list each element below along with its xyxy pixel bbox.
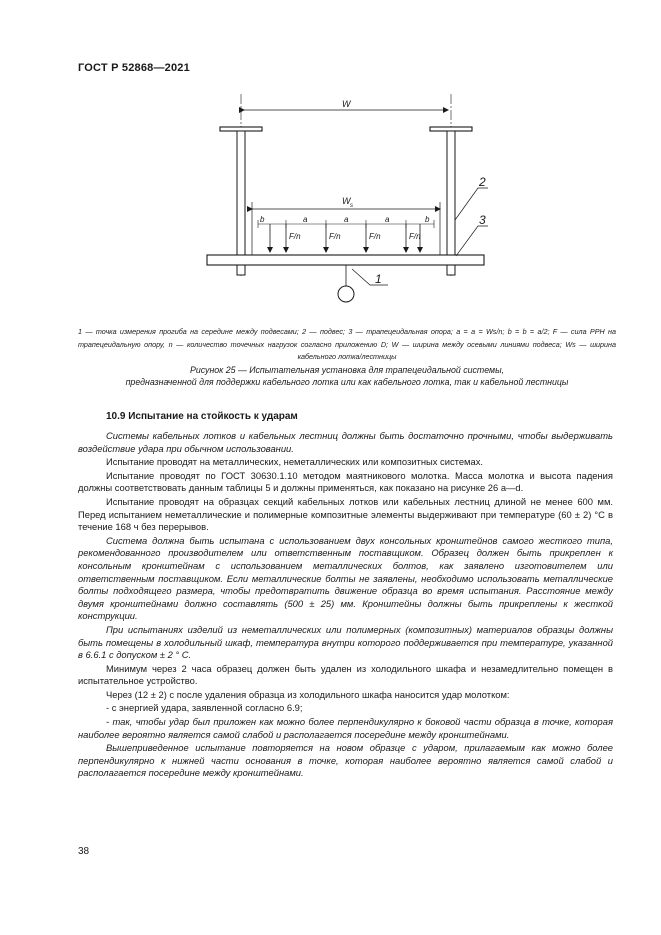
b-label-right: b — [425, 215, 430, 224]
caption-line-1: Рисунок 25 — Испытательная установка для трапецеидальной системы, — [189, 365, 504, 375]
a-label-2: a — [344, 215, 349, 224]
test-setup-drawing — [0, 80, 661, 320]
paragraph-10: - так, чтобы удар был приложен как можно более перпендикулярно к боковой части образца в точке, которая наиболее вероятно является самой слабой и располагается посередине между кронштейнами. — [78, 716, 613, 740]
document-header: ГОСТ Р 52868—2021 — [78, 62, 190, 74]
a-label-3: a — [385, 215, 390, 224]
figure-25-diagram — [0, 80, 661, 320]
load-label-2: F/n — [329, 232, 341, 241]
callout-2: 2 — [479, 175, 486, 189]
load-label-1: F/n — [289, 232, 301, 241]
paragraph-4: Испытание проводят на образцах секций кабельных лотков или кабельных лестниц длиной не менее 600 мм. Перед испытанием неметаллические и полимерные композитные элементы выдерживают при температуре (60 ± 2) °С в течение 168 ч без перерывов. — [78, 495, 613, 533]
figure-legend: 1 — точка измерения прогиба на середине между подвесами; 2 — подвес; 3 — трапецеидальная опора; a = a = Ws/n; b = b = a/2; F — сила РРН на трапецеидальную опору, n — количество точечных нагрузок согласно приложению D; W — ширина между осевыми линиями подвеса; Ws — ширина кабельного лотка/лестницы — [78, 327, 616, 361]
paragraph-9: - с энергией удара, заявленной согласно 6.9; — [106, 702, 303, 714]
paragraph-8: Через (12 ± 2) с после удаления образца из холодильного шкафа наносится удар молотком: — [106, 688, 510, 700]
callout-1: 1 — [375, 272, 382, 286]
paragraph-2: Испытание проводят на металлических, неметаллических или композитных системах. — [106, 456, 483, 468]
paragraph-5: Система должна быть испытана с использованием двух консольных кронштейнов самого жесткого типа, рекомендованного производителем или ответственным поставщиком. Образец должен быть прикреплен к консольным кронштейнам с использованием металлических болтов, как заявлено изготовителем или ответственным поставщиком. Если металлические болты не заявлены, необходимо использовать металлические болты подходящего размера, чтобы предотвратить движение образца во время испытания. Расстояние между двумя кронштейнами должно составлять (500 ± 25) мм. Кронштейны должны быть прикреплены к жесткой конструкции. — [78, 534, 613, 622]
ws-subscript: s — [350, 203, 353, 209]
paragraph-11: Вышеприведенное испытание повторяется на новом образце с ударом, прилагаемым как можно более перпендикулярно к нижней части основания в точке, которая наиболее вероятно является самой слабой и располагается посередине между кронштейнами. — [78, 742, 613, 779]
caption-line-2: предназначенной для поддержки кабельного лотка или как кабельного лотка, так и кабельной лестницы — [125, 377, 569, 387]
paragraph-3: Испытание проводят по ГОСТ 30630.1.10 методом маятникового молотка. Масса молотка и высота падения должны соответствовать данным таблицы 5 и должны применяться, как показано на рисунке 26 а—d. — [78, 469, 613, 494]
section-body — [78, 430, 613, 781]
paragraph-1: Системы кабельных лотков и кабельных лестниц должны быть достаточно прочными, чтобы выдерживать воздействие удара при обычном использовании. — [78, 430, 613, 454]
ws-label: W — [342, 196, 351, 206]
trapeze-support — [207, 255, 484, 265]
load-label-3: F/n — [369, 232, 381, 241]
measurement-dial — [338, 286, 354, 302]
w-label: W — [342, 99, 351, 109]
hanger-left — [237, 131, 245, 275]
top-plate-left — [220, 127, 262, 131]
figure-caption — [78, 364, 616, 388]
a-label-1: a — [303, 215, 308, 224]
callout-3: 3 — [479, 213, 486, 227]
page-number: 38 — [78, 846, 90, 857]
b-label-left: b — [260, 215, 265, 224]
section-title: 10.9 Испытание на стойкость к ударам — [106, 411, 298, 422]
hanger-right — [447, 131, 455, 275]
paragraph-6: При испытаниях изделий из неметаллических или полимерных (композитных) материалов образцы должны быть помещены в холодильный шкаф, температура внутри которого поддерживается при температуре, указанной в 6.6.1 с допуском ± 2 ° С. — [78, 623, 613, 661]
paragraph-7: Минимум через 2 часа образец должен быть удален из холодильного шкафа и незамедлительно помещен в испытательное устройство. — [78, 662, 613, 687]
load-label-4: F/n — [409, 232, 421, 241]
top-plate-right — [430, 127, 472, 131]
